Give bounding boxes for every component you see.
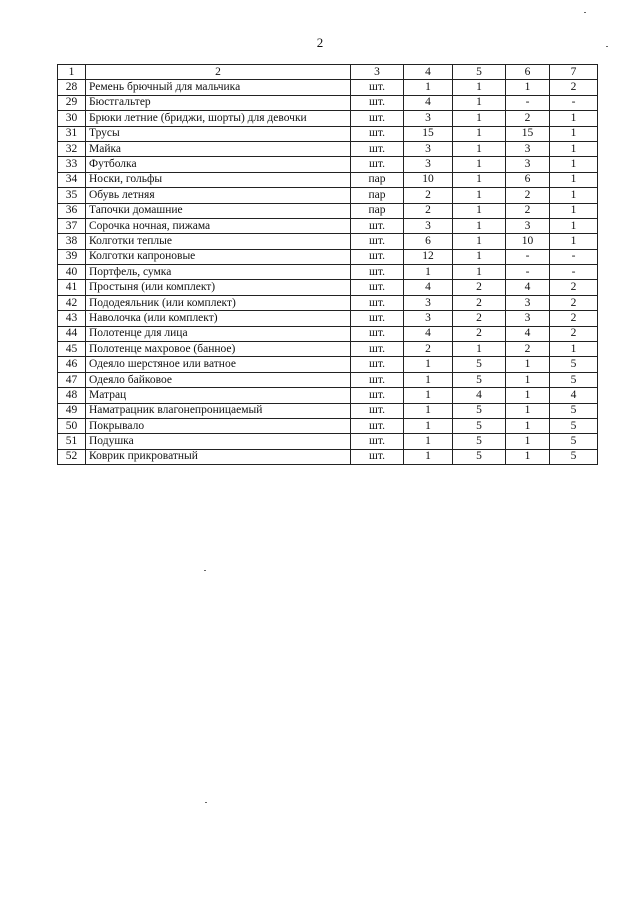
col7-value-cell: 1 <box>550 188 598 203</box>
item-name-cell: Матрац <box>86 388 351 403</box>
table-row <box>58 434 598 449</box>
col7-value-cell: 1 <box>550 172 598 187</box>
column-header: 4 <box>404 65 453 80</box>
table-row <box>58 203 598 218</box>
col5-value-cell: 2 <box>453 280 506 295</box>
unit-cell: шт. <box>351 342 404 357</box>
col5-value-cell: 1 <box>453 265 506 280</box>
col6-value-cell: 10 <box>506 234 550 249</box>
item-name-cell: Полотенце для лица <box>86 326 351 341</box>
col5-value-cell: 5 <box>453 372 506 387</box>
item-name-cell: Портфель, сумка <box>86 265 351 280</box>
col4-value-cell: 3 <box>404 311 453 326</box>
table-row <box>58 295 598 310</box>
row-number-cell: 30 <box>58 111 86 126</box>
row-number-cell: 29 <box>58 95 86 110</box>
col4-value-cell: 1 <box>404 449 453 464</box>
unit-cell: пар <box>351 172 404 187</box>
unit-cell: шт. <box>351 249 404 264</box>
col6-value-cell: 1 <box>506 80 550 95</box>
col5-value-cell: 5 <box>453 434 506 449</box>
item-name-cell: Майка <box>86 141 351 156</box>
norms-table <box>57 64 598 465</box>
col5-value-cell: 2 <box>453 311 506 326</box>
col4-value-cell: 15 <box>404 126 453 141</box>
col7-value-cell: - <box>550 265 598 280</box>
unit-cell: шт. <box>351 280 404 295</box>
col5-value-cell: 5 <box>453 418 506 433</box>
col4-value-cell: 3 <box>404 295 453 310</box>
col4-value-cell: 4 <box>404 280 453 295</box>
col4-value-cell: 4 <box>404 95 453 110</box>
row-number-cell: 33 <box>58 157 86 172</box>
row-number-cell: 38 <box>58 234 86 249</box>
col5-value-cell: 1 <box>453 126 506 141</box>
row-number-cell: 42 <box>58 295 86 310</box>
col5-value-cell: 1 <box>453 234 506 249</box>
col5-value-cell: 1 <box>453 249 506 264</box>
unit-cell: шт. <box>351 388 404 403</box>
unit-cell: шт. <box>351 326 404 341</box>
row-number-cell: 41 <box>58 280 86 295</box>
col4-value-cell: 1 <box>404 372 453 387</box>
col6-value-cell: 2 <box>506 111 550 126</box>
col7-value-cell: 2 <box>550 311 598 326</box>
col6-value-cell: 1 <box>506 403 550 418</box>
row-number-cell: 39 <box>58 249 86 264</box>
item-name-cell: Коврик прикроватный <box>86 449 351 464</box>
col4-value-cell: 3 <box>404 218 453 233</box>
item-name-cell: Сорочка ночная, пижама <box>86 218 351 233</box>
table-row <box>58 141 598 156</box>
col5-value-cell: 2 <box>453 295 506 310</box>
col7-value-cell: 1 <box>550 126 598 141</box>
col4-value-cell: 3 <box>404 111 453 126</box>
row-number-cell: 46 <box>58 357 86 372</box>
col7-value-cell: 1 <box>550 141 598 156</box>
col4-value-cell: 6 <box>404 234 453 249</box>
col6-value-cell: 3 <box>506 141 550 156</box>
col6-value-cell: 2 <box>506 203 550 218</box>
column-header: 1 <box>58 65 86 80</box>
col4-value-cell: 12 <box>404 249 453 264</box>
table-row <box>58 403 598 418</box>
col4-value-cell: 3 <box>404 157 453 172</box>
col6-value-cell: 3 <box>506 311 550 326</box>
col4-value-cell: 3 <box>404 141 453 156</box>
table-row <box>58 234 598 249</box>
col6-value-cell: - <box>506 95 550 110</box>
table-row <box>58 95 598 110</box>
col7-value-cell: 1 <box>550 218 598 233</box>
table-row <box>58 111 598 126</box>
item-name-cell: Обувь летняя <box>86 188 351 203</box>
col5-value-cell: 1 <box>453 80 506 95</box>
column-header: 3 <box>351 65 404 80</box>
table-header-row <box>58 65 598 80</box>
item-name-cell: Бюстгальтер <box>86 95 351 110</box>
col7-value-cell: 2 <box>550 295 598 310</box>
item-name-cell: Одеяло байковое <box>86 372 351 387</box>
col7-value-cell: 5 <box>550 434 598 449</box>
page-number: 2 <box>316 35 324 50</box>
col6-value-cell: 6 <box>506 172 550 187</box>
col4-value-cell: 1 <box>404 388 453 403</box>
col6-value-cell: 1 <box>506 388 550 403</box>
col5-value-cell: 4 <box>453 388 506 403</box>
unit-cell: шт. <box>351 372 404 387</box>
col4-value-cell: 10 <box>404 172 453 187</box>
table-row <box>58 126 598 141</box>
unit-cell: шт. <box>351 357 404 372</box>
table-row <box>58 342 598 357</box>
unit-cell: шт. <box>351 157 404 172</box>
item-name-cell: Колготки капроновые <box>86 249 351 264</box>
item-name-cell: Футболка <box>86 157 351 172</box>
col5-value-cell: 5 <box>453 449 506 464</box>
col4-value-cell: 1 <box>404 265 453 280</box>
col6-value-cell: 2 <box>506 342 550 357</box>
table-row <box>58 449 598 464</box>
col5-value-cell: 1 <box>453 203 506 218</box>
column-header: 7 <box>550 65 598 80</box>
unit-cell: пар <box>351 188 404 203</box>
item-name-cell: Подушка <box>86 434 351 449</box>
col4-value-cell: 1 <box>404 434 453 449</box>
row-number-cell: 47 <box>58 372 86 387</box>
col7-value-cell: 1 <box>550 111 598 126</box>
item-name-cell: Простыня (или комплект) <box>86 280 351 295</box>
row-number-cell: 50 <box>58 418 86 433</box>
col4-value-cell: 1 <box>404 418 453 433</box>
row-number-cell: 45 <box>58 342 86 357</box>
col4-value-cell: 1 <box>404 357 453 372</box>
row-number-cell: 34 <box>58 172 86 187</box>
table-row <box>58 388 598 403</box>
col6-value-cell: 15 <box>506 126 550 141</box>
unit-cell: шт. <box>351 311 404 326</box>
unit-cell: шт. <box>351 141 404 156</box>
col7-value-cell: 5 <box>550 372 598 387</box>
col6-value-cell: 4 <box>506 280 550 295</box>
unit-cell: шт. <box>351 418 404 433</box>
unit-cell: шт. <box>351 218 404 233</box>
row-number-cell: 40 <box>58 265 86 280</box>
col6-value-cell: 1 <box>506 449 550 464</box>
col4-value-cell: 1 <box>404 403 453 418</box>
row-number-cell: 35 <box>58 188 86 203</box>
col6-value-cell: 1 <box>506 434 550 449</box>
col7-value-cell: - <box>550 95 598 110</box>
col7-value-cell: 4 <box>550 388 598 403</box>
col7-value-cell: 5 <box>550 357 598 372</box>
col4-value-cell: 2 <box>404 342 453 357</box>
unit-cell: шт. <box>351 80 404 95</box>
col4-value-cell: 4 <box>404 326 453 341</box>
item-name-cell: Ремень брючный для мальчика <box>86 80 351 95</box>
col6-value-cell: 4 <box>506 326 550 341</box>
col7-value-cell: 1 <box>550 157 598 172</box>
row-number-cell: 37 <box>58 218 86 233</box>
table-row <box>58 157 598 172</box>
unit-cell: шт. <box>351 434 404 449</box>
table-row <box>58 357 598 372</box>
table-row <box>58 372 598 387</box>
table-row <box>58 172 598 187</box>
unit-cell: шт. <box>351 95 404 110</box>
col6-value-cell: - <box>506 249 550 264</box>
col5-value-cell: 1 <box>453 188 506 203</box>
table-row <box>58 80 598 95</box>
col7-value-cell: 5 <box>550 418 598 433</box>
table-row <box>58 249 598 264</box>
unit-cell: шт. <box>351 126 404 141</box>
col7-value-cell: 2 <box>550 280 598 295</box>
row-number-cell: 28 <box>58 80 86 95</box>
col6-value-cell: 2 <box>506 188 550 203</box>
item-name-cell: Одеяло шерстяное или ватное <box>86 357 351 372</box>
item-name-cell: Колготки теплые <box>86 234 351 249</box>
unit-cell: шт. <box>351 234 404 249</box>
row-number-cell: 44 <box>58 326 86 341</box>
item-name-cell: Трусы <box>86 126 351 141</box>
col7-value-cell: 5 <box>550 449 598 464</box>
col6-value-cell: 3 <box>506 218 550 233</box>
unit-cell: шт. <box>351 111 404 126</box>
item-name-cell: Наволочка (или комплект) <box>86 311 351 326</box>
col7-value-cell: 1 <box>550 342 598 357</box>
col7-value-cell: 1 <box>550 234 598 249</box>
row-number-cell: 43 <box>58 311 86 326</box>
col7-value-cell: 1 <box>550 203 598 218</box>
column-header: 6 <box>506 65 550 80</box>
col4-value-cell: 2 <box>404 203 453 218</box>
table-row <box>58 311 598 326</box>
col5-value-cell: 1 <box>453 95 506 110</box>
column-header: 5 <box>453 65 506 80</box>
row-number-cell: 48 <box>58 388 86 403</box>
col6-value-cell: - <box>506 265 550 280</box>
col5-value-cell: 1 <box>453 172 506 187</box>
col7-value-cell: 5 <box>550 403 598 418</box>
col5-value-cell: 1 <box>453 218 506 233</box>
col7-value-cell: 2 <box>550 80 598 95</box>
row-number-cell: 49 <box>58 403 86 418</box>
column-header: 2 <box>86 65 351 80</box>
table-row <box>58 418 598 433</box>
table-row <box>58 280 598 295</box>
item-name-cell: Полотенце махровое (банное) <box>86 342 351 357</box>
item-name-cell: Пододеяльник (или комплект) <box>86 295 351 310</box>
col5-value-cell: 5 <box>453 357 506 372</box>
col5-value-cell: 1 <box>453 141 506 156</box>
row-number-cell: 32 <box>58 141 86 156</box>
unit-cell: шт. <box>351 265 404 280</box>
unit-cell: пар <box>351 203 404 218</box>
col7-value-cell: - <box>550 249 598 264</box>
col4-value-cell: 2 <box>404 188 453 203</box>
item-name-cell: Наматрацник влагонепроницаемый <box>86 403 351 418</box>
table-row <box>58 265 598 280</box>
item-name-cell: Покрывало <box>86 418 351 433</box>
col5-value-cell: 2 <box>453 326 506 341</box>
item-name-cell: Тапочки домашние <box>86 203 351 218</box>
col5-value-cell: 1 <box>453 157 506 172</box>
col5-value-cell: 5 <box>453 403 506 418</box>
row-number-cell: 51 <box>58 434 86 449</box>
unit-cell: шт. <box>351 295 404 310</box>
col6-value-cell: 3 <box>506 157 550 172</box>
col5-value-cell: 1 <box>453 342 506 357</box>
item-name-cell: Носки, гольфы <box>86 172 351 187</box>
col6-value-cell: 1 <box>506 372 550 387</box>
col7-value-cell: 2 <box>550 326 598 341</box>
table-row <box>58 218 598 233</box>
col6-value-cell: 1 <box>506 418 550 433</box>
row-number-cell: 31 <box>58 126 86 141</box>
row-number-cell: 52 <box>58 449 86 464</box>
col6-value-cell: 3 <box>506 295 550 310</box>
table-row <box>58 326 598 341</box>
unit-cell: шт. <box>351 449 404 464</box>
unit-cell: шт. <box>351 403 404 418</box>
item-name-cell: Брюки летние (бриджи, шорты) для девочки <box>86 111 351 126</box>
col6-value-cell: 1 <box>506 357 550 372</box>
col4-value-cell: 1 <box>404 80 453 95</box>
table-row <box>58 188 598 203</box>
col5-value-cell: 1 <box>453 111 506 126</box>
row-number-cell: 36 <box>58 203 86 218</box>
